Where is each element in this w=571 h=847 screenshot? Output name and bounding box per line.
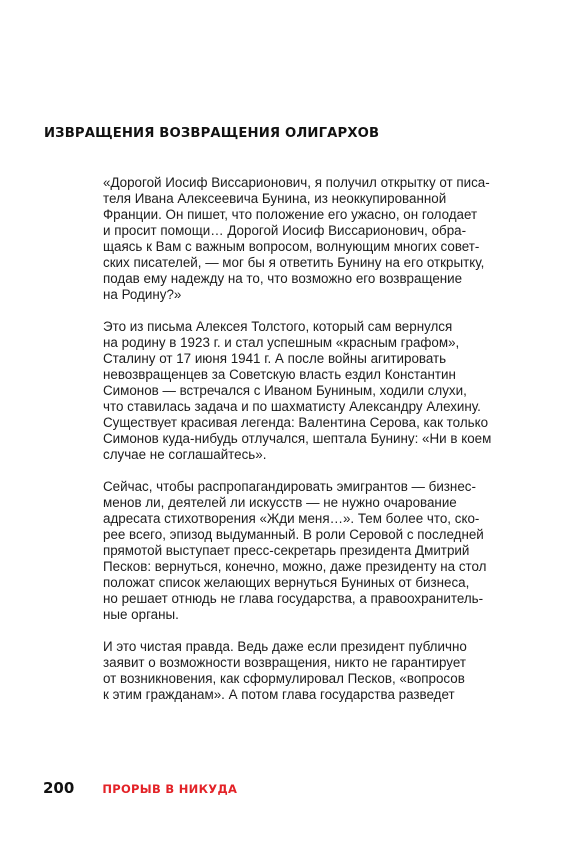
paragraph — [103, 479, 523, 623]
text-line: Симонов куда-нибудь отлучался, шептала Бунину: «Ни в коем — [103, 431, 492, 446]
running-title: ПРОРЫВ В НИКУДА — [102, 782, 238, 796]
article-body — [103, 175, 523, 703]
text-line: Песков: вернуться, конечно, можно, даже президенту на стол — [103, 559, 487, 574]
text-line: рее всего, эпизод выдуманный. В роли Серовой с последней — [103, 527, 484, 542]
text-line: щаясь к Вам с важным вопросом, волнующим многих совет- — [103, 239, 480, 254]
text-line: Сейчас, чтобы распропагандировать эмигрантов — бизнес- — [103, 479, 476, 494]
text-line: на родину в 1923 г. и стал успешным «красным графом», — [103, 335, 460, 350]
text-line: ные органы. — [103, 607, 179, 622]
text-line: Сталину от 17 июня 1941 г. А после войны агитировать — [103, 351, 447, 366]
page-footer — [43, 779, 237, 797]
text-line: Симонов — встречался с Иваном Буниным, ходили слухи, — [103, 383, 467, 398]
text-line: «Дорогой Иосиф Виссарионович, я получил открытку от писа- — [103, 175, 490, 190]
text-line: от возникновения, как сформулировал Песков, «вопросов — [103, 671, 465, 686]
text-line: но решает отнюдь не глава государства, а правоохранитель- — [103, 591, 484, 606]
text-line: заявит о возможности возвращения, никто не гарантирует — [103, 655, 466, 670]
text-line: Франции. Он пишет, что положение его ужасно, он голодает — [103, 207, 478, 222]
text-line: на Родину?» — [103, 287, 182, 302]
section-heading: ИЗВРАЩЕНИЯ ВОЗВРАЩЕНИЯ ОЛИГАРХОВ — [44, 126, 380, 141]
paragraph — [103, 175, 523, 303]
text-line: адресата стихотворения «Жди меня…». Тем более что, ско- — [103, 511, 480, 526]
text-line: и просит помощи… Дорогой Иосиф Виссарионович, обра- — [103, 223, 467, 238]
text-line: что ставилась задача и по шахматисту Александру Алехину. — [103, 399, 481, 414]
text-line: Существует красивая легенда: Валентина Серова, как только — [103, 415, 489, 430]
text-line: случае не соглашайтесь». — [103, 447, 267, 462]
paragraph — [103, 319, 523, 463]
text-line: Это из письма Алексея Толстого, который сам вернулся — [103, 319, 453, 334]
page-number: 200 — [43, 779, 75, 797]
text-line: подав ему надежду на то, что возможно его возвращение — [103, 271, 463, 286]
text-line: к этим гражданам». А потом глава государства разведет — [103, 687, 455, 702]
text-line: положат список желающих вернуться Буниных от бизнеса, — [103, 575, 470, 590]
text-line: невозвращенцев за Советскую власть ездил Константин — [103, 367, 456, 382]
text-line: И это чистая правда. Ведь даже если президент публично — [103, 639, 467, 654]
text-line: менов ли, деятелей ли искусств — не нужно очарование — [103, 495, 457, 510]
paragraph — [103, 639, 523, 703]
text-line: теля Ивана Алексеевича Бунина, из неоккупированной — [103, 191, 447, 206]
text-line: прямотой выступает пресс-секретарь президента Дмитрий — [103, 543, 470, 558]
text-line: ских писателей, — мог бы я ответить Бунину на его открытку, — [103, 255, 485, 270]
